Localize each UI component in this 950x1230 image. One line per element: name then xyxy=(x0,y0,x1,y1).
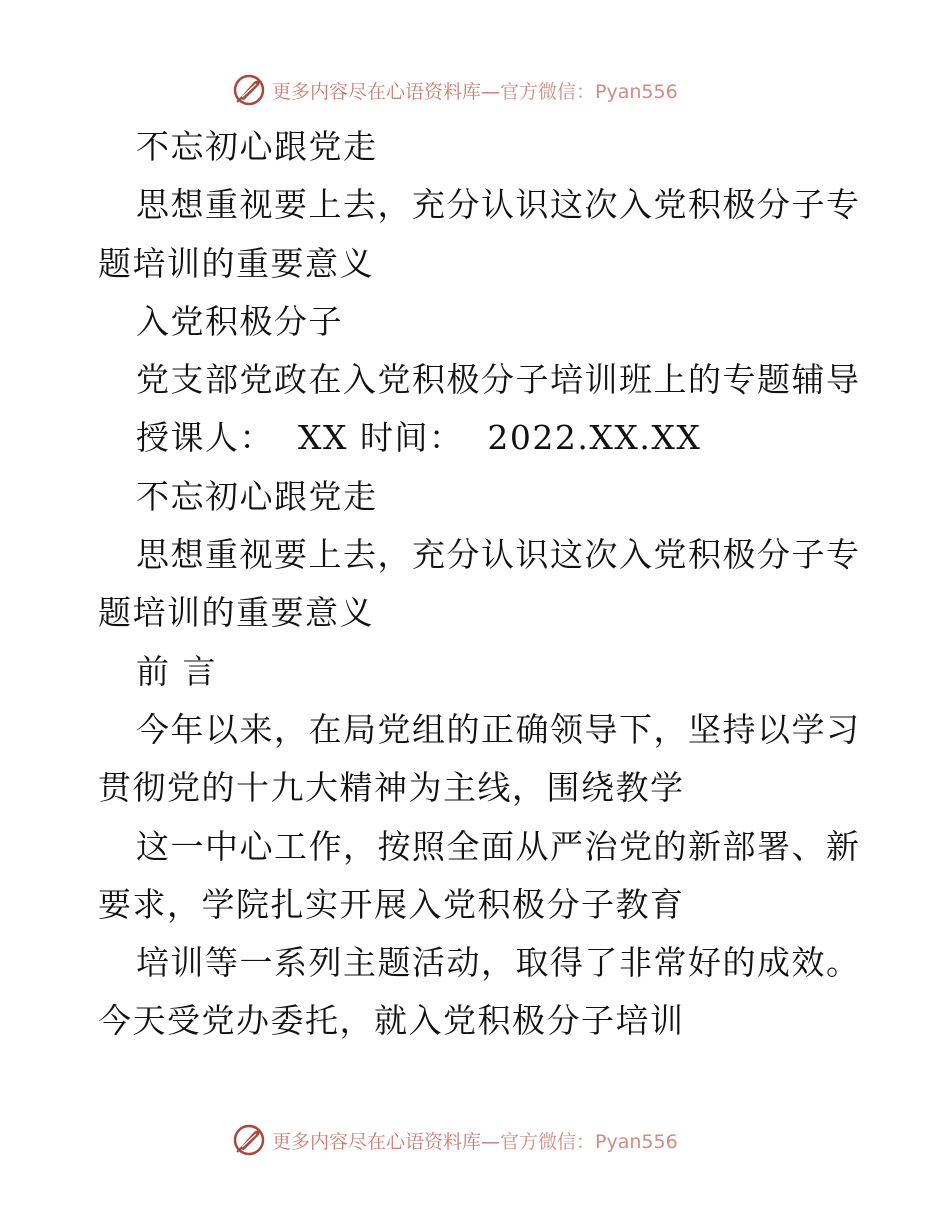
text-line: 题培训的重要意义 xyxy=(98,243,374,283)
text-line: 不忘初心跟党走 xyxy=(136,127,378,166)
text-line: 不忘初心跟党走 xyxy=(136,476,378,516)
watermark-text xyxy=(272,77,678,104)
text-line: 思想重视要上去，充分认识这次入党积极分子专 xyxy=(136,185,861,225)
text-line: 要求，学院扎实开展入党积极分子教育 xyxy=(98,884,685,924)
text-line: 今天受党办委托，就入党积极分子培训 xyxy=(98,1001,685,1041)
section-heading: 前 言 xyxy=(136,651,217,691)
watermark-main: 更多内容尽在心语资料库 xyxy=(272,80,482,103)
text-line: 题培训的重要意义 xyxy=(98,593,374,633)
text-line: 培训等一系列主题活动，取得了非常好的成效。 xyxy=(136,943,861,983)
watermark-wechat: 官方微信：Pyan556 xyxy=(500,1130,678,1153)
text-line: 这一中心工作，按照全面从严治党的新部署、新 xyxy=(136,826,861,866)
text-line: 今年以来，在局党组的正确领导下，坚持以学习 xyxy=(136,709,861,749)
watermark-main: 更多内容尽在心语资料库 xyxy=(272,1130,482,1153)
text-line: 党支部党政在入党积极分子培训班上的专题辅导 xyxy=(136,360,861,400)
footer-watermark xyxy=(232,1120,732,1160)
text-line: 思想重视要上去，充分认识这次入党积极分子专 xyxy=(136,535,861,575)
quill-pen-logo-icon xyxy=(232,1123,266,1157)
text-line: 入党积极分子 xyxy=(136,301,343,341)
quill-pen-logo-icon xyxy=(232,73,266,107)
watermark-wechat: 官方微信：Pyan556 xyxy=(500,80,678,103)
text-line: 贯彻党的十九大精神为主线，围绕教学 xyxy=(98,768,685,808)
watermark-dash: — xyxy=(481,80,501,103)
text-line: 授课人： XX 时间： 2022.XX.XX xyxy=(136,418,702,458)
header-watermark xyxy=(232,70,732,110)
watermark-text xyxy=(272,1127,678,1154)
document-body xyxy=(98,118,861,1051)
watermark-dash: — xyxy=(481,1130,501,1153)
